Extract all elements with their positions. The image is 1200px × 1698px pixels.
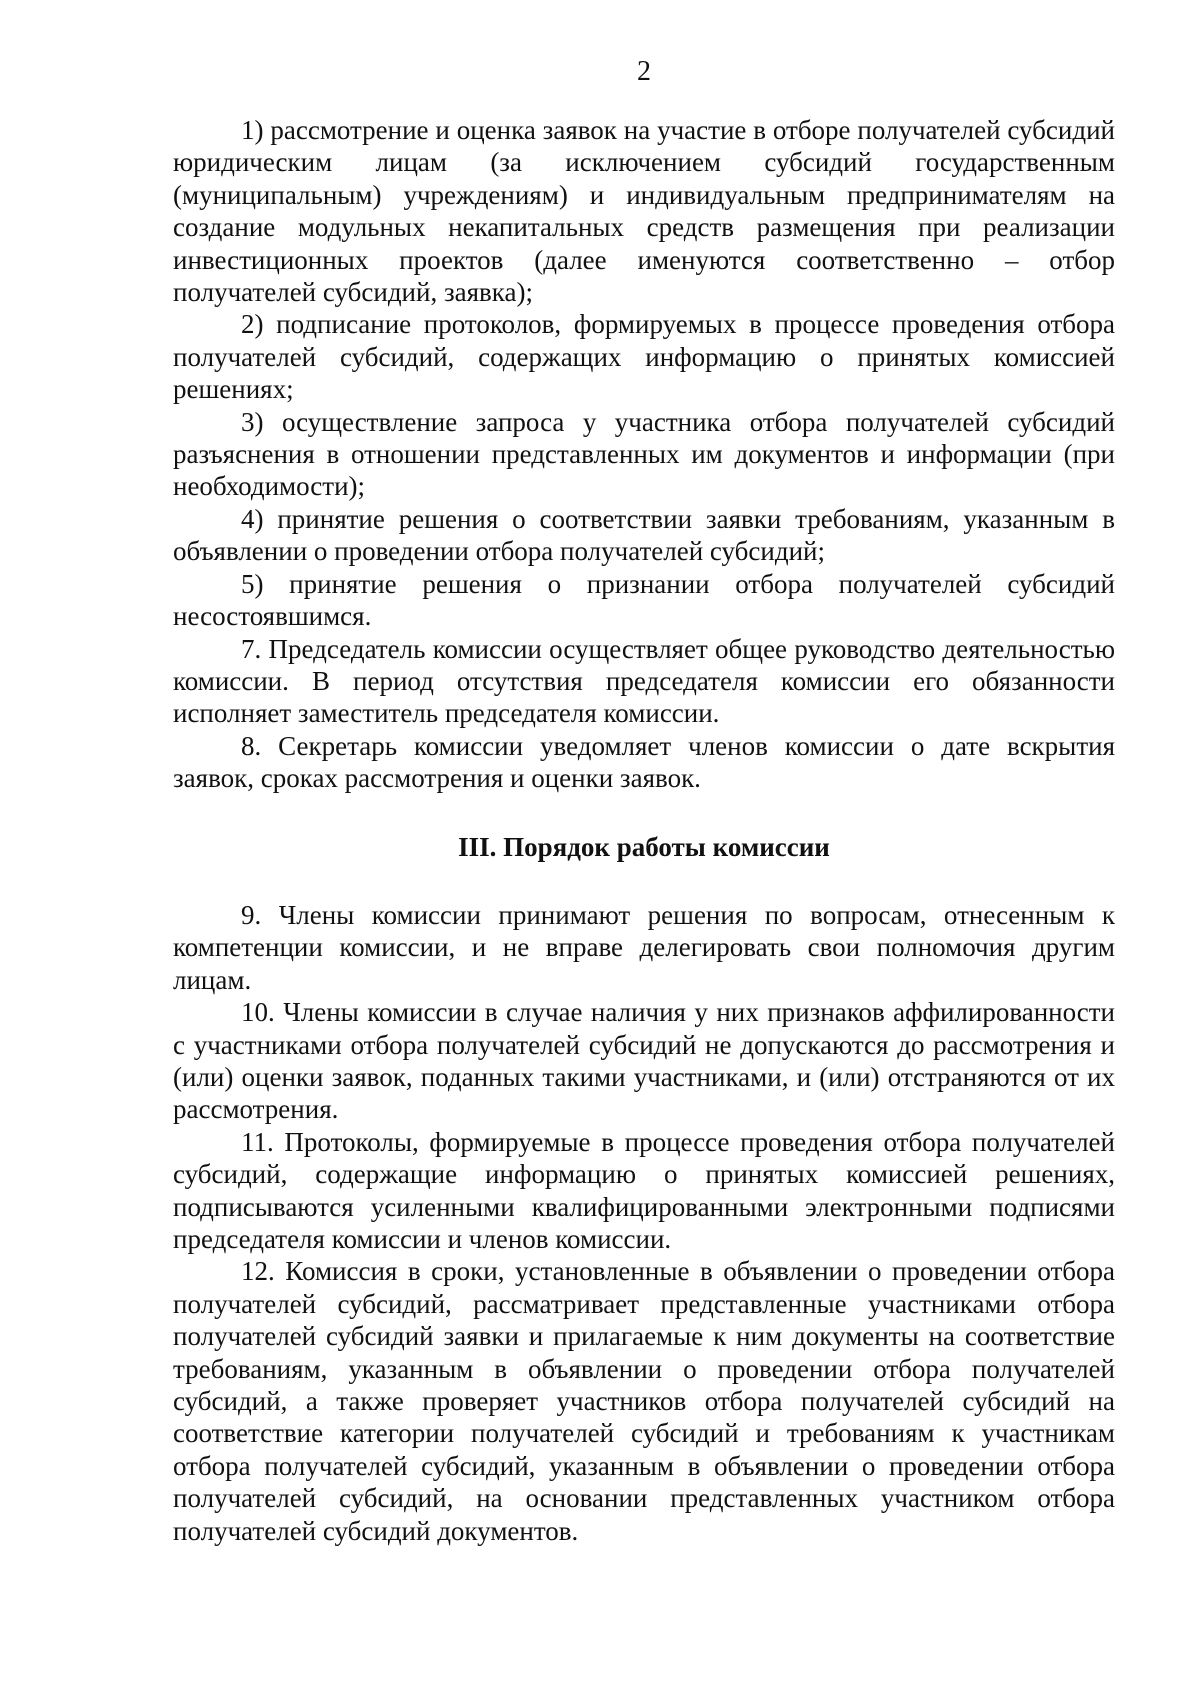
paragraph-clause-8: 8. Секретарь комиссии уведомляет членов комиссии о дате вскрытия заявок, сроках рассмотрения и оценки заявок. — [173, 730, 1115, 794]
page-number: 2 — [637, 56, 651, 87]
paragraph-clause-11: 11. Протоколы, формируемые в процессе проведения отбора получателей субсидий, содержащие информацию о принятых комиссией решениях, подписываются усиленными квалифицированными электронными подписями председателя комиссии и членов комиссии. — [173, 1126, 1115, 1254]
paragraph-clause-7: 7. Председатель комиссии осуществляет общее руководство деятельностью комиссии. В период отсутствия председателя комиссии его обязанности исполняет заместитель председателя комиссии. — [173, 633, 1115, 729]
document-body — [173, 114, 1115, 1547]
paragraph-clause-10: 10. Члены комиссии в случае наличия у них признаков аффилированности с участниками отбора получателей субсидий не допускаются до рассмотрения и (или) оценки заявок, поданных такими участниками, и (или) отстраняются от их рассмотрения. — [173, 997, 1115, 1125]
paragraph-clause-12: 12. Комиссия в сроки, установленные в объявлении о проведении отбора получателей субсидий, рассматривает представленные участниками отбора получателей субсидий заявки и прилагаемые к ним документы на соответствие требованиям, указанным в объявлении о проведении отбора получателей субсидий, а также проверяет участников отбора получателей субсидий на соответствие категории получателей субсидий и требованиям к участникам отбора получателей субсидий, указанным в объявлении о проведении отбора получателей субсидий, на основании представленных участником отбора получателей субсидий документов. — [173, 1256, 1115, 1546]
paragraph-clause-9: 9. Члены комиссии принимают решения по вопросам, отнесенным к компетенции комиссии, и не вправе делегировать свои полномочия другим лицам. — [173, 899, 1115, 995]
paragraph-item-4: 4) принятие решения о соответствии заявки требованиям, указанным в объявлении о проведении отбора получателей субсидий; — [173, 503, 1115, 567]
paragraph-item-2: 2) подписание протоколов, формируемых в процессе проведения отбора получателей субсидий, содержащих информацию о принятых комиссией решениях; — [173, 309, 1115, 405]
paragraph-item-5: 5) принятие решения о признании отбора получателей субсидий несостоявшимся. — [173, 568, 1115, 632]
section-heading: III. Порядок работы комиссии — [458, 831, 830, 862]
paragraph-item-3: 3) осуществление запроса у участника отбора получателей субсидий разъяснения в отношении представленных им документов и информации (при необходимости); — [173, 406, 1115, 502]
document-page — [173, 0, 1115, 1698]
paragraph-item-1: 1) рассмотрение и оценка заявок на участие в отборе получателей субсидий юридическим лицам (за исключением субсидий государственным (муниципальным) учреждениям) и индивидуальным предпринимателям на создание модульных некапитальных средств размещения при реализации инвестиционных проектов (далее именуются соответственно – отбор получателей субсидий, заявка); — [173, 115, 1115, 308]
